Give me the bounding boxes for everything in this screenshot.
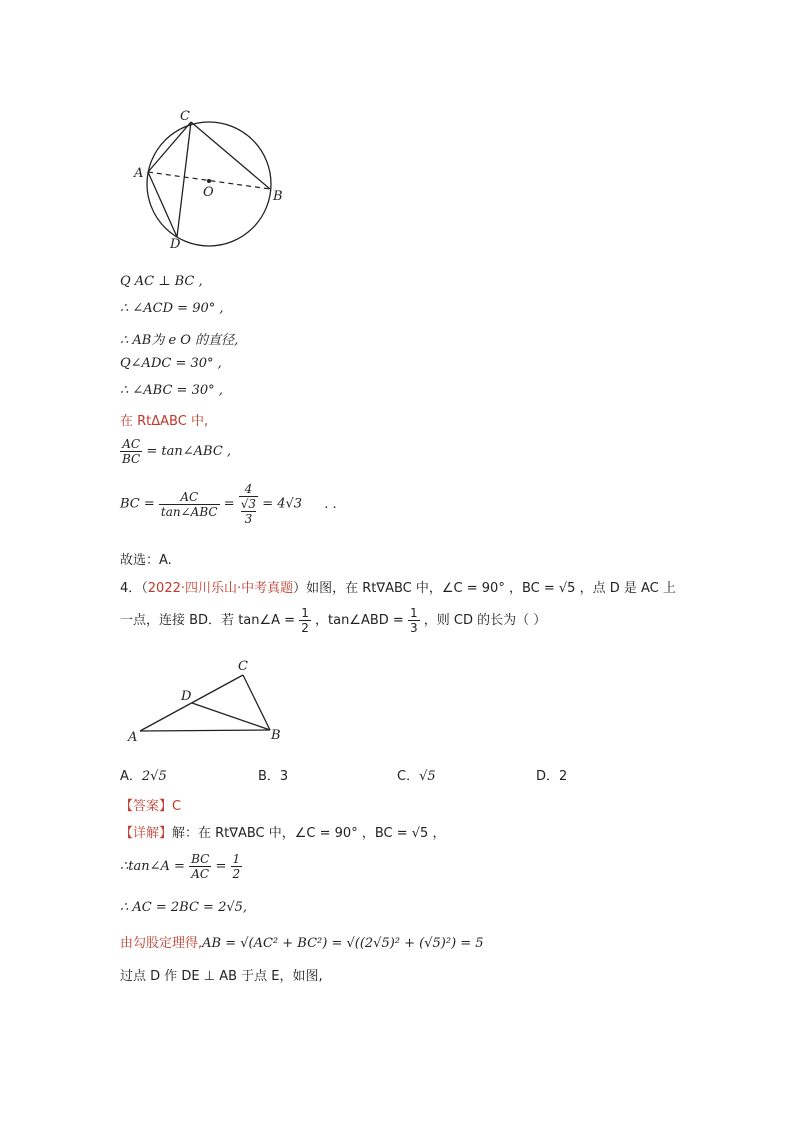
label-d: D: [181, 689, 192, 704]
segment-cb: [191, 122, 270, 189]
label-a: A: [128, 730, 138, 745]
segment-ac: [140, 675, 243, 731]
circle-o: [147, 122, 271, 246]
segment-ad: [148, 172, 177, 237]
step-3: ∴ AB为 e O 的直径,: [120, 333, 239, 348]
pythagoras-line: 由勾股定理得,AB = √(AC² + BC²) = √((2√5)² + (√5)²) = 5: [120, 936, 484, 951]
question-4-line-2: 一点，连接 BD．若 tan∠A = $\frac{1}{2}$ ，tan∠ABD = $\frac{1}{3}$ ，则 CD 的长为（ ）: [120, 606, 547, 635]
rt-triangle-line: 在 RtΔABC 中,: [120, 414, 209, 429]
step-4: Q∠ADC = 30° ,: [120, 356, 222, 371]
segment-cd: [177, 122, 191, 237]
option-c[interactable]: C．√5: [397, 769, 436, 784]
ac-step: ∴ AC = 2BC = 2√5,: [120, 900, 248, 915]
triangle-figure: [120, 650, 300, 750]
question-4-line-1: 4．（2022·四川乐山·中考真题）如图，在 Rt∇ABC 中，∠C = 90° ，BC = √5 ，点 D 是 AC 上: [120, 581, 676, 596]
fraction-ac-bc: $\frac{AC}{BC}$ = tan∠ABC ,: [122, 437, 232, 466]
step-5: ∴ ∠ABC = 30° ,: [120, 383, 223, 398]
question-source: 2022·四川乐山·中考真题: [147, 581, 294, 596]
label-c: C: [238, 659, 248, 674]
label-b: B: [273, 189, 283, 204]
center-dot: [207, 179, 211, 183]
label-b: B: [271, 728, 281, 743]
label-a: A: [134, 166, 144, 181]
answer-line: 【答案】C: [120, 799, 182, 814]
option-b[interactable]: B．3: [258, 769, 289, 784]
last-line: 过点 D 作 DE ⊥ AB 于点 E，如图,: [120, 969, 323, 984]
step-1: Q AC ⊥ BC ,: [120, 274, 203, 289]
label-c: C: [180, 109, 190, 124]
prev-answer: 故选：A.: [120, 553, 172, 568]
tan-a-step: ∴tan∠A = $\frac{BC}{AC}$ = $\frac{1}{2}$: [120, 852, 241, 881]
detail-line: 【详解】解：在 Rt∇ABC 中，∠C = 90° ，BC = √5 ，: [120, 826, 446, 841]
segment-ac: [148, 122, 191, 172]
label-o: O: [203, 185, 214, 200]
option-a[interactable]: A．2√5: [120, 769, 167, 784]
label-d: D: [170, 237, 181, 252]
segment-ab: [140, 730, 270, 731]
step-2: ∴ ∠ACD = 90° ,: [120, 301, 224, 316]
circle-figure: [125, 100, 305, 260]
bc-computation: BC = $\frac{AC}{\text{tan∠ABC}}$ = 4 √3 3 = 4√3 . .: [120, 482, 337, 526]
option-d[interactable]: D．2: [536, 769, 568, 784]
